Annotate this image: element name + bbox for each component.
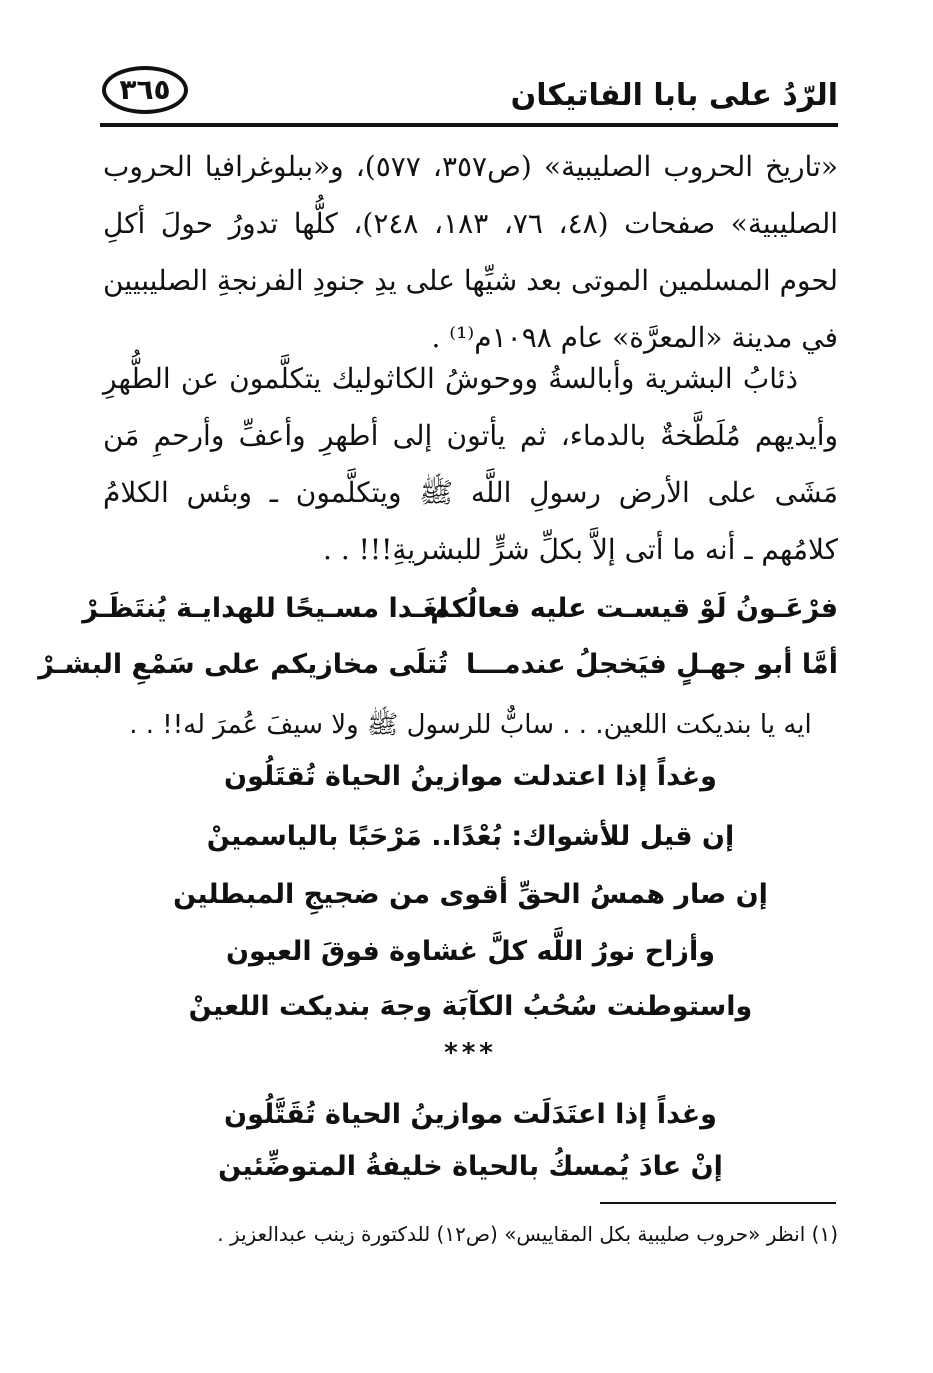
verse-row: [38, 637, 838, 693]
verse-second-hemistich: تُتلَى مخازيكم على سَمْعِ البشـرْ: [38, 649, 448, 680]
verse-second-hemistich: لغَـدا مسـيحًا للهدايـة يُنتَظَـرْ: [82, 593, 448, 624]
footnote: (١) انظر «حروب صليبية بكل المقاييس» (ص١٢) للدكتورة زينب عبدالعزيز .: [217, 1222, 838, 1246]
paragraph-2: ذئابُ البشرية وأبالسةُ ووحوشُ الكاثوليك يتكلَّمون عن الطُّهرِ وأيديهم مُلَطَّخةٌ بالدماء، ثم يأتون إلى أطهرِ وأعفِّ وأرحمِ مَن مَشَى على الأرض رسولِ اللَّه ﷺ ويتكلَّمون ـ وبئس الكلامُ كلامُهم ـ أنه ما أتى إلاَّ بكلِّ شرٍّ للبشريةِ!!! . .: [103, 362, 838, 566]
header-rule: [100, 123, 838, 127]
poem-line: إن قيل للأشواك: بُعْدًا.. مَرْحَبًا بالياسمينْ: [206, 821, 735, 852]
verse-first-hemistich: أمَّا أبو جهـلٍ فيَخجلُ عندمـــا: [466, 649, 838, 680]
paragraph-1: «تاريخ الحروب الصليبية» (ص٣٥٧، ٥٧٧)، و«ببلوغرافيا الحروب الصليبية» صفحات (٤٨، ٧٦، ١٨٣، ٢٤٨)، كلُّها تدورُ حولَ أكلِ لحوم المسلمين الموتى بعد شيِّها على يدِ جنودِ الفرنجةِ الصليبيين في مدينة «المعرَّة» عام ١٠٩٨م⁽¹⁾ .: [103, 150, 839, 354]
page-number: ٣٦٥: [119, 73, 171, 106]
poem-line: واستوطنت سُحُبُ الكآبَة وجهَ بنديكت اللعينْ: [188, 991, 753, 1022]
poem-line: وأزاح نورُ اللَّه كلَّ غشاوة فوقَ العيون: [225, 936, 716, 967]
footnote-rule: [600, 1202, 836, 1204]
verse-row: [82, 581, 838, 637]
poem-line: وغداً إذا اعتَدَلَت موازينُ الحياة تُقَتَّلُون: [224, 1099, 717, 1130]
running-title: الرّدُ على بابا الفاتيكان: [510, 78, 838, 113]
section-separator: ***: [444, 1038, 497, 1068]
page-header: [100, 62, 838, 122]
poem-line: إن صار همسُ الحقِّ أقوى من ضجيجِ المبطلين: [173, 879, 768, 910]
poem-line: وغداً إذا اعتدلت موازينُ الحياة تُقتَلُون: [224, 761, 717, 792]
poem-line: إنْ عادَ يُمسكُ بالحياة خليفةُ المتوضِّئين: [218, 1151, 723, 1182]
verse-first-hemistich: فرْعَـونُ لَوْ قيسـت عليه فعالُكم: [430, 593, 838, 624]
page-number-badge: [102, 66, 188, 114]
standalone-line: ايه يا بنديكت اللعين. . . سابٌّ للرسول ﷺ ولا سيفَ عُمرَ له!! . .: [129, 710, 812, 740]
